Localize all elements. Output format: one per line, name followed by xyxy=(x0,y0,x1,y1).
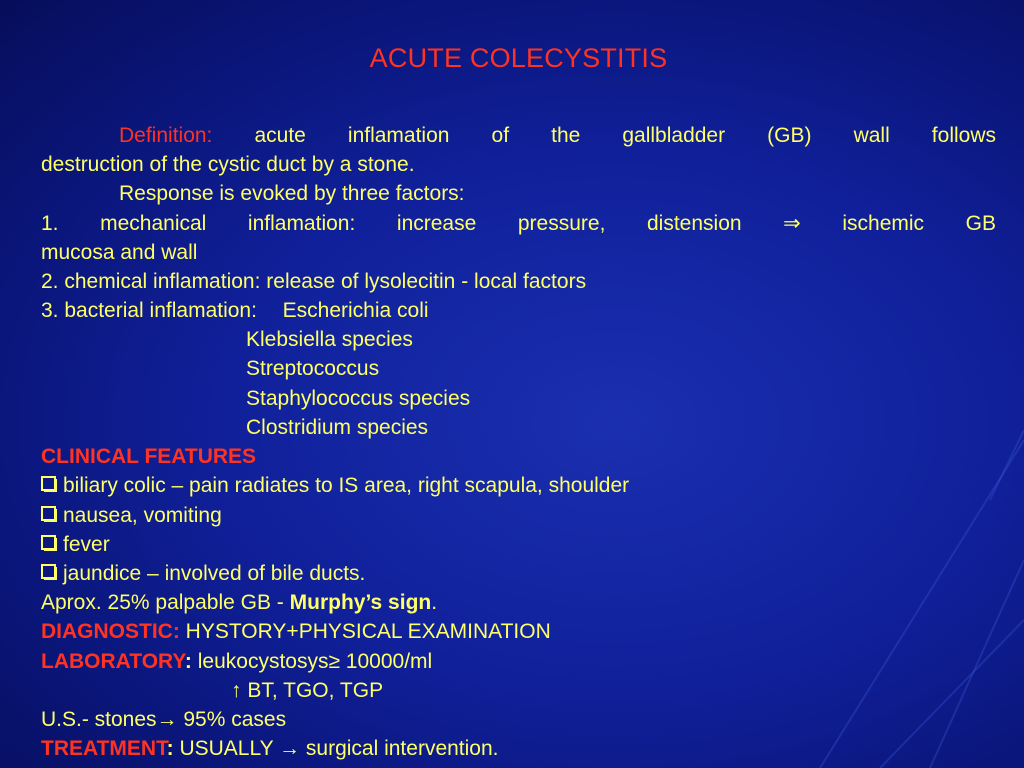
clinical-item xyxy=(41,501,996,530)
factor-2: 2. chemical inflamation: release of lysolecitin - local factors xyxy=(41,270,587,293)
laboratory-label: LABORATORY xyxy=(41,650,185,673)
murphy-sign: Murphy’s sign xyxy=(289,591,432,614)
laboratory-line xyxy=(41,647,996,676)
slide-content xyxy=(41,0,996,768)
clinical-item xyxy=(41,471,996,500)
murphy-prefix: Aprox. 25% palpable GB - xyxy=(41,591,284,614)
factor-3-label: 3. bacterial inflamation: xyxy=(41,299,257,322)
clinical-item-text: biliary colic – pain radiates to IS area, right scapula, shoulder xyxy=(63,474,630,497)
laboratory-line-2: ↑ BT, TGO, TGP xyxy=(231,679,384,702)
treatment-label: TREATMENT xyxy=(41,737,167,760)
definition-line-2: destruction of the cystic duct by a stone. xyxy=(41,153,415,176)
diagnostic-text: HYSTORY+PHYSICAL EXAMINATION xyxy=(185,620,551,643)
treatment-colon: : xyxy=(166,737,174,760)
bacteria-item: Klebsiella species xyxy=(246,328,413,351)
checkbox-bullet-icon xyxy=(41,535,56,550)
factor-3 xyxy=(41,296,996,325)
factor-1-line-2: mucosa and wall xyxy=(41,241,198,264)
diagnostic-label: DIAGNOSTIC: xyxy=(41,620,180,643)
factor-1-text-a: 1. mechanical inflamation: increase pressure, distension xyxy=(41,212,742,235)
diagnostic-line xyxy=(41,617,996,646)
slide-title: ACUTE COLECYSTITIS xyxy=(369,43,668,73)
clinical-item-text: jaundice – involved of bile ducts. xyxy=(63,562,366,585)
bacteria-item: Escherichia coli xyxy=(282,299,429,322)
bacteria-item: Streptococcus xyxy=(246,357,380,380)
laboratory-text: leukocystosys≥ 10000/ml xyxy=(197,650,433,673)
murphy-line xyxy=(41,588,996,617)
us-line: U.S.- stones→ 95% cases xyxy=(41,708,287,731)
factor-1-text-b: ischemic GB xyxy=(842,212,996,235)
checkbox-bullet-icon xyxy=(41,476,56,491)
checkbox-bullet-icon xyxy=(41,564,56,579)
definition-label: Definition: xyxy=(119,124,213,147)
definition-text-1: acute inflamation of the gallbladder (GB) wall follows xyxy=(254,124,996,147)
response-line: Response is evoked by three factors: xyxy=(119,182,465,205)
clinical-item xyxy=(41,530,996,559)
implies-arrow-icon: ⇒ xyxy=(783,212,801,235)
factor-1-line-1 xyxy=(41,209,996,238)
treatment-line xyxy=(41,734,996,763)
clinical-item-text: nausea, vomiting xyxy=(63,504,222,527)
laboratory-colon: : xyxy=(184,650,192,673)
clinical-item-text: fever xyxy=(63,533,110,556)
bacteria-item: Clostridium species xyxy=(246,416,429,439)
bacteria-item: Staphylococcus species xyxy=(246,387,471,410)
clinical-item xyxy=(41,559,996,588)
treatment-text: USUALLY → surgical intervention. xyxy=(179,737,499,760)
clinical-features-heading: CLINICAL FEATURES xyxy=(41,445,257,468)
definition-line-1 xyxy=(41,121,996,150)
checkbox-bullet-icon xyxy=(41,506,56,521)
murphy-suffix: . xyxy=(431,591,438,614)
